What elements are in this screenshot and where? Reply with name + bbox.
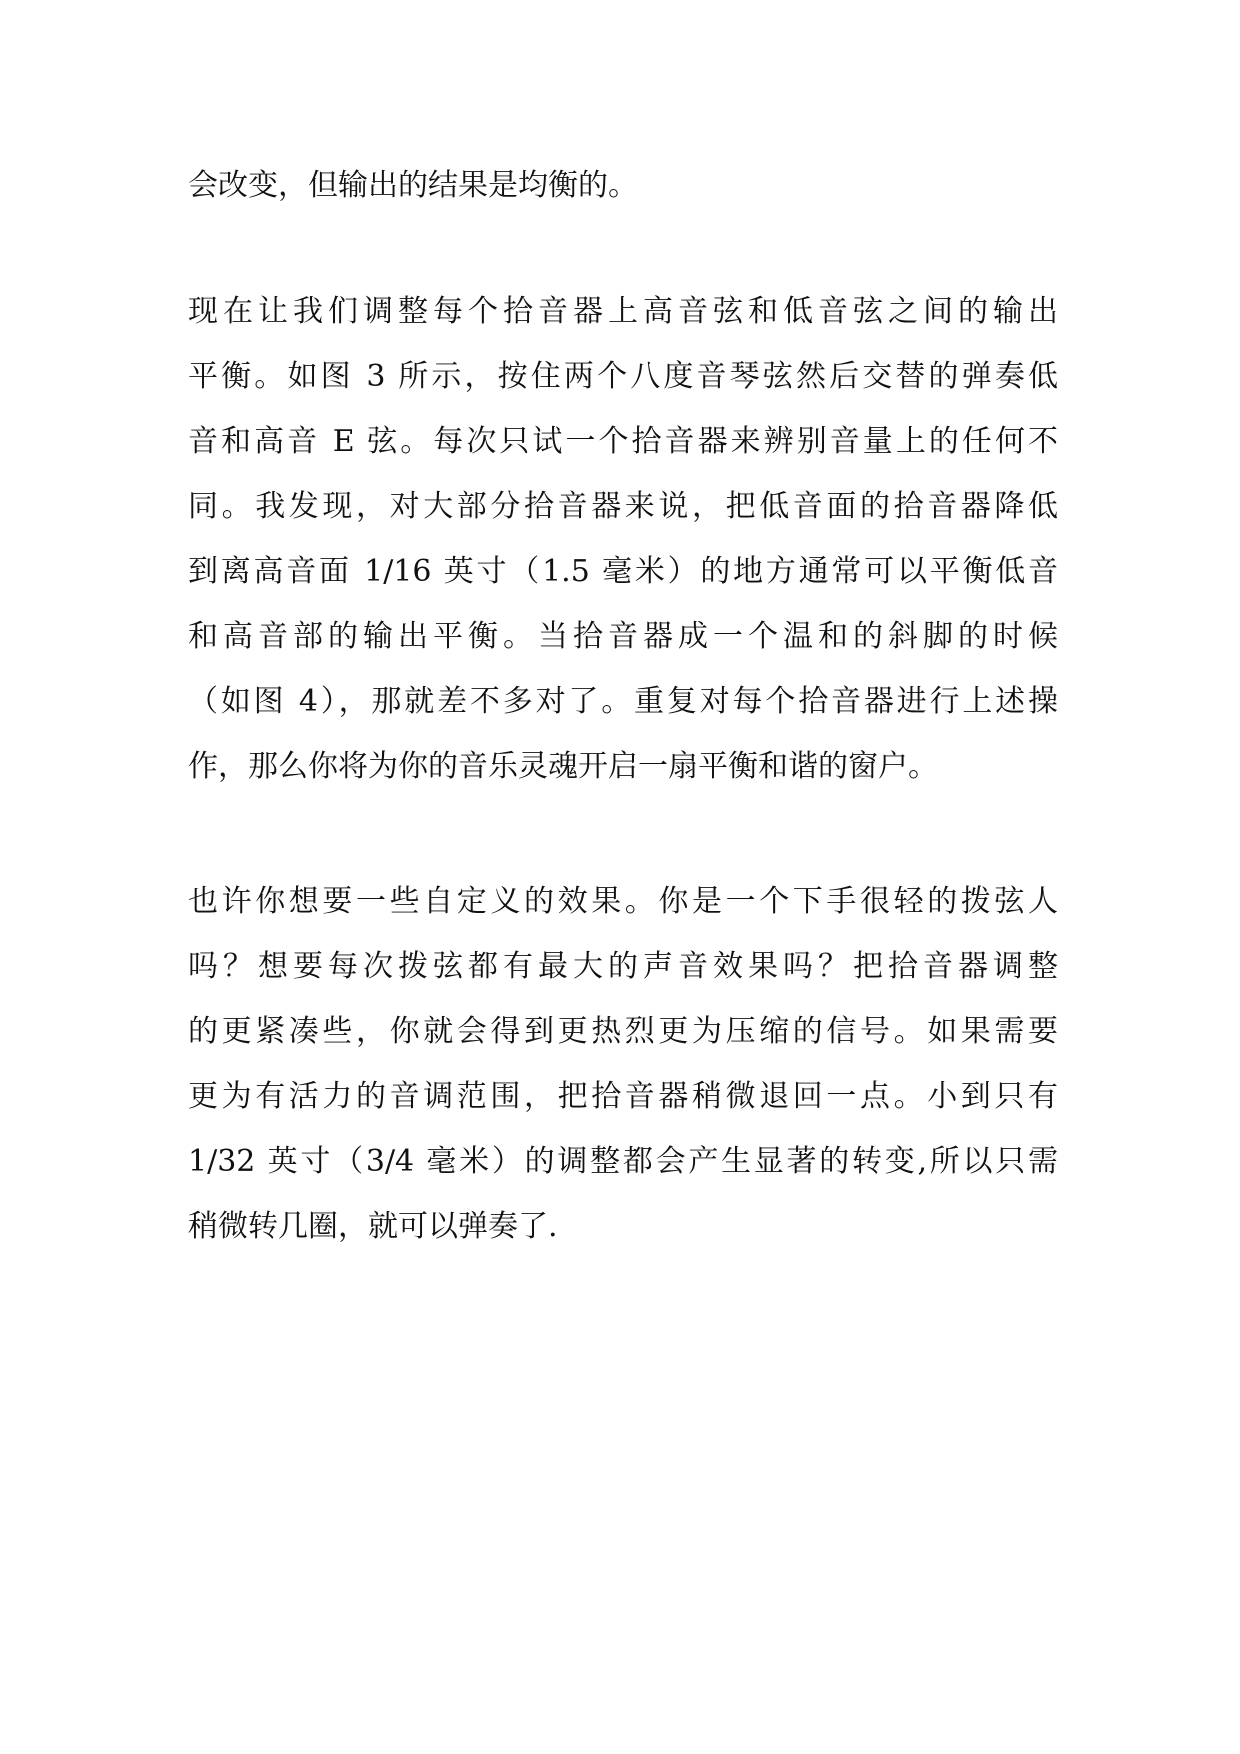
text-line: 作，那么你将为你的音乐灵魂开启一扇平衡和谐的窗户。 <box>188 749 938 784</box>
paragraph-1 <box>188 153 1058 218</box>
text-line: 现在让我们调整每个拾音器上高音弦和低音弦之间的输出 <box>188 294 1058 329</box>
text-line: 更为有活力的音调范围，把拾音器稍微退回一点。小到只有 <box>188 1079 1058 1114</box>
text-line: 音和高音 E 弦。每次只试一个拾音器来辨别音量上的任何不 <box>188 424 1058 459</box>
text-line: 到离高音面 1/16 英寸（1.5 毫米）的地方通常可以平衡低音 <box>188 554 1058 589</box>
text-line: 会改变，但输出的结果是均衡的。 <box>188 168 638 203</box>
paragraph-3 <box>188 869 1058 1259</box>
text-line: （如图 4），那就差不多对了。重复对每个拾音器进行上述操 <box>188 684 1058 719</box>
text-line: 的更紧凑些，你就会得到更热烈更为压缩的信号。如果需要 <box>188 1014 1058 1049</box>
paragraph-2 <box>188 279 1058 799</box>
text-line: 和高音部的输出平衡。当拾音器成一个温和的斜脚的时候 <box>188 619 1058 654</box>
text-line: 也许你想要一些自定义的效果。你是一个下手很轻的拨弦人 <box>188 884 1058 919</box>
text-line: 吗？想要每次拨弦都有最大的声音效果吗？把拾音器调整 <box>188 949 1058 984</box>
text-line: 1/32 英寸（3/4 毫米）的调整都会产生显著的转变,所以只需 <box>188 1144 1058 1179</box>
text-line: 同。我发现，对大部分拾音器来说，把低音面的拾音器降低 <box>188 489 1058 524</box>
text-line: 平衡。如图 3 所示，按住两个八度音琴弦然后交替的弹奏低 <box>188 359 1058 394</box>
text-line: 稍微转几圈，就可以弹奏了. <box>188 1209 558 1244</box>
